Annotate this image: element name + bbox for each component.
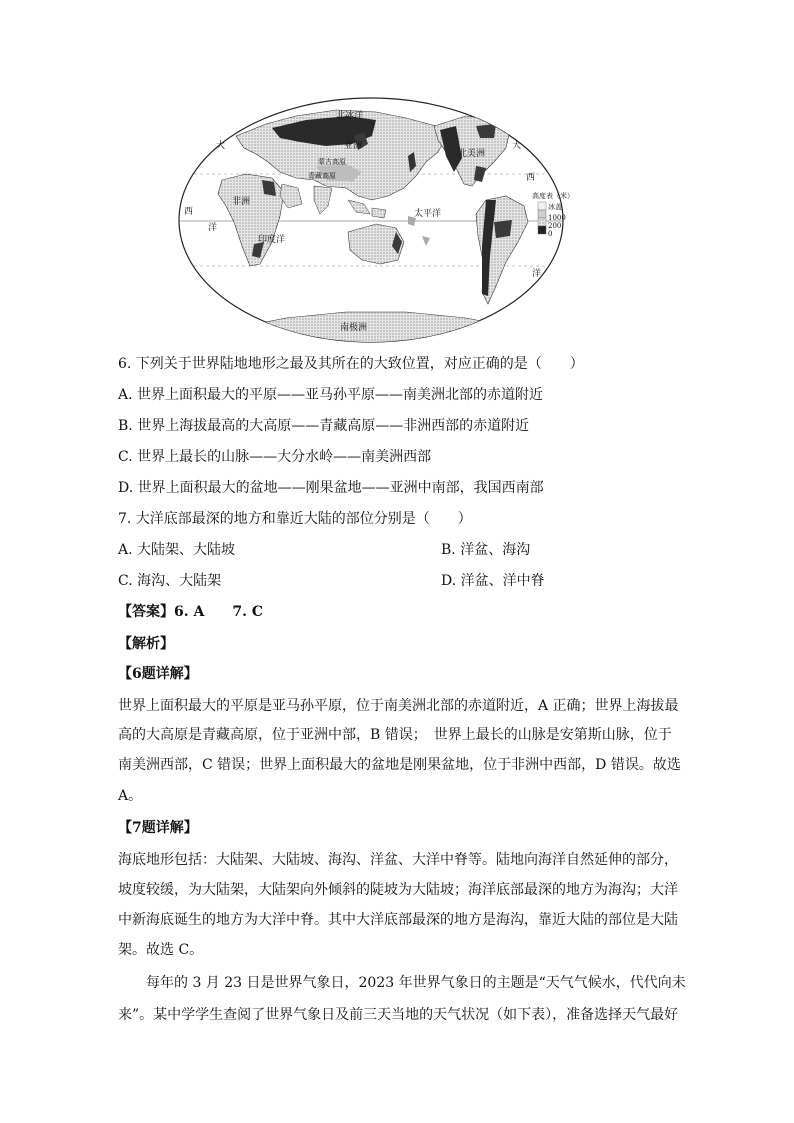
- label-atlantic-xi-right: 西: [526, 173, 536, 183]
- legend-title: 高度表（米）: [532, 192, 574, 200]
- legend-200: 200: [548, 222, 562, 230]
- label-mongolian-plateau: 蒙古高原: [318, 158, 346, 166]
- label-tibetan-plateau: 青藏高原: [308, 172, 336, 180]
- detail-6-line-4: A。: [118, 788, 143, 804]
- detail-7-line-1: 海底地形包括：大陆架、大陆坡、海沟、洋盆、大洋中脊等。陆地向海洋自然延伸的部分，: [118, 852, 678, 868]
- q6-option-c: C. 世界上最长的山脉——大分水岭——南美洲西部: [118, 449, 432, 465]
- q6-option-b: B. 世界上海拔最高的大高原——青藏高原——非洲西部的赤道附近: [118, 418, 530, 434]
- detail-7-title: 【7题详解】: [118, 820, 198, 836]
- q7-option-b: B. 洋盆、海沟: [441, 542, 531, 558]
- label-africa: 非洲: [232, 197, 251, 207]
- intro-line-2: 来”。某中学学生查阅了世界气象日及前三天当地的天气状况（如下表），准备选择天气最好: [118, 1007, 679, 1023]
- legend-swatch-high: [538, 210, 546, 218]
- detail-7-line-3: 中新海底诞生的地方为大洋中脊。其中大洋底部最深的地方是海沟，靠近大陆的部位是大陆: [118, 912, 678, 928]
- label-arctic-ocean: 北冰洋: [336, 111, 364, 121]
- label-atlantic-xi-left: 西: [184, 207, 194, 217]
- label-antarctica: 南极洲: [340, 323, 368, 333]
- detail-6-line-1: 世界上面积最大的平原是亚马孙平原，位于南美洲北部的赤道附近，A 正确；世界上海拔最: [118, 698, 679, 714]
- answer-line: 【答案】6. A 7. C: [118, 604, 263, 620]
- detail-7-line-4: 架。故选 C。: [118, 942, 204, 958]
- legend-0: 0: [548, 230, 553, 238]
- legend-swatch-low: [538, 226, 546, 234]
- detail-6-line-3: 南美洲西部，C 错误；世界上面积最大的盆地是刚果盆地，位于非洲中西部，D 错误。故选: [118, 757, 681, 773]
- label-pacific-ocean: 太平洋: [414, 209, 442, 219]
- legend-swatch-ice: [538, 202, 546, 210]
- label-atlantic-da-left: 大: [216, 141, 226, 151]
- analysis-title: 【解析】: [118, 636, 174, 652]
- map-svg: [176, 96, 574, 348]
- label-atlantic-yang-left: 洋: [208, 223, 218, 233]
- q6-stem: 6. 下列关于世界陆地地形之最及其所在的大致位置，对应正确的是（ ）: [118, 356, 584, 372]
- label-asia: 亚洲: [344, 141, 363, 151]
- legend-1000: 1000: [548, 214, 566, 222]
- label-atlantic-yang-right: 洋: [532, 269, 542, 279]
- detail-6-title: 【6题详解】: [118, 666, 198, 682]
- label-indian-ocean: 印度洋: [258, 235, 286, 245]
- legend-ice: 冰盖: [548, 203, 562, 211]
- detail-6-line-2: 高的大高原是青藏高原，位于亚洲中部，B 错误； 世界上最长的山脉是安第斯山脉，位于: [118, 727, 672, 743]
- q7-stem: 7. 大洋底部最深的地方和靠近大陆的部位分别是（ ）: [118, 511, 472, 527]
- q7-option-d: D. 洋盆、洋中脊: [441, 573, 545, 589]
- detail-7-line-2: 坡度较缓，为大陆架，大陆架向外倾斜的陡坡为大陆坡；海洋底部最深的地方为海沟；大洋: [118, 882, 678, 898]
- world-topography-map: [176, 96, 574, 348]
- legend-swatch-mid: [538, 218, 546, 226]
- q6-option-d: D. 世界上面积最大的盆地——刚果盆地——亚洲中南部，我国西南部: [118, 480, 544, 496]
- q7-option-c: C. 海沟、大陆架: [118, 573, 222, 589]
- q6-option-a: A. 世界上面积最大的平原——亚马孙平原——南美洲北部的赤道附近: [118, 387, 544, 403]
- q7-option-a: A. 大陆架、大陆坡: [118, 542, 236, 558]
- label-north-america: 北美洲: [458, 149, 486, 159]
- intro-line-1: 每年的 3 月 23 日是世界气象日，2023 年世界气象日的主题是“天气气候水，代代向未: [146, 975, 686, 991]
- label-atlantic-da-right: 大: [512, 141, 522, 151]
